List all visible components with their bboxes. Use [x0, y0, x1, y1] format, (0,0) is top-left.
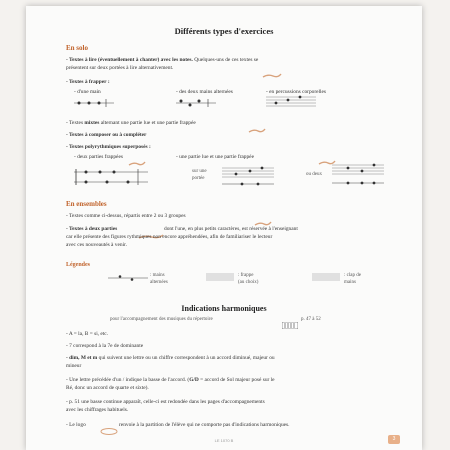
solo-item-1-text: présentent sur deux portées à lire alternativement.: [66, 65, 174, 71]
frap-option-3: - en percussions corporelles: [266, 89, 327, 95]
poly-option-2: - une partie lue et une partie frappée: [176, 154, 254, 160]
harmony-intro-text: pour l'accompagnement des musiques du répertoire: [110, 317, 213, 322]
ensemble-item-2-line2: car elle présente des figures rythmiques non encore appréhendées, afin de familiariser le lecteur: [66, 234, 273, 240]
poly-option-1: - deux parties frappées: [74, 154, 123, 160]
document-page: [26, 6, 422, 450]
poly-or-two: ou deux: [306, 172, 322, 177]
rhythm-staff-icon: [108, 274, 148, 282]
legend-alternating-hands: [150, 272, 168, 286]
section-heading-ensemble: En ensembles: [66, 200, 107, 208]
legend-1-label: : mains: [150, 273, 165, 278]
harmony-item-5: - p. 51 une basse continue apparaît, celle-ci est redondée dans les pages d'accompagnements: [66, 399, 265, 405]
rhythm-staff-icon: [74, 98, 114, 108]
legend-3-label: : clap de: [344, 273, 361, 278]
frap-option-1: - d'une main: [74, 89, 101, 95]
ensemble-item-2-bold: - Textes à deux parties: [66, 226, 118, 232]
score-logo-icon: [248, 121, 266, 139]
ensemble-item-2: [66, 226, 117, 233]
harmony-item-4-c: = accord de Sol majeur posé sur le: [198, 377, 275, 383]
footer-reference: LE 1070 B: [214, 438, 234, 443]
harmony-item-3-rest: qui suivent une lettre ou un chiffre correspondent à un accord diminué, majeur ou: [97, 355, 275, 361]
harmony-item-3-line2: mineur: [66, 363, 82, 369]
legend-3-sublabel: mains: [344, 280, 356, 285]
harmony-intro: [110, 317, 213, 322]
poly-label-1: sur une: [192, 169, 207, 174]
legend-2-sublabel: (au choix): [238, 280, 259, 285]
harmony-item-3: [66, 355, 275, 362]
ensemble-item-2-rest: dont l'une, en plus petits caractères, est réservée à l'enseignant: [164, 226, 298, 232]
harmony-item-2: - 7 correspond à la 7e de dominante: [66, 343, 144, 349]
harmony-item-4: [66, 377, 275, 384]
harmony-item-5-line2: avec les chiffrages habituels.: [66, 407, 129, 413]
legend-hand-clap: [344, 272, 361, 286]
book-icon: [282, 316, 298, 334]
harmony-intro-pages: p. 47 à 52: [301, 317, 321, 322]
rhythm-staff-icon: [332, 162, 384, 188]
harmony-item-4-line2: Ré, donc un accord de quarte et sixte).: [66, 385, 149, 391]
rhythm-staff-icon: [222, 164, 274, 188]
solo-item-3-bold: mixtes: [84, 120, 100, 126]
poly-label-2: portée: [192, 176, 205, 181]
legend-1-sublabel: alternées: [150, 280, 168, 285]
solo-item-2: - Textes à frapper :: [66, 79, 110, 85]
legend-free-beat: [238, 272, 258, 286]
solo-item-1: [66, 57, 258, 64]
ensemble-item-2-line3: avec ces nouveautés à venir.: [66, 242, 127, 248]
harmony-item-3-bold: - dim, M et m: [66, 355, 98, 361]
poly-on-one-staff: [192, 168, 207, 182]
page-number-badge: 3: [388, 435, 400, 444]
solo-item-1-bold: - Textes à lire (éventuellement à chanter) avec les notes.: [66, 57, 193, 63]
harmony-item-1: - A = la, B = si, etc.: [66, 331, 109, 337]
legend-2-label: : frappe: [238, 273, 254, 278]
solo-item-4: - Textes à composer ou à compléter: [66, 132, 147, 138]
rhythm-staff-icon: [74, 166, 148, 188]
section-heading-legend: Légendes: [66, 262, 90, 268]
harmony-item-6: [66, 422, 86, 429]
solo-item-5: - Textes polyrythmiques superposés :: [66, 144, 151, 150]
solo-item-3: [66, 120, 196, 127]
score-logo-icon: [262, 66, 282, 84]
rhythm-staff-icon: [266, 95, 316, 109]
harmony-item-6-rest: renvoie à la partition de l'élève qui ne comporte pas d'indications harmoniques.: [119, 422, 290, 428]
solo-item-1-rest: Quelques-uns de ces textes se: [192, 57, 259, 63]
section-heading-solo: En solo: [66, 44, 88, 52]
frap-option-2: - des deux mains alternées: [176, 89, 233, 95]
harmony-item-4-bold: G/D: [189, 377, 199, 383]
solo-item-1-line2: [66, 65, 173, 72]
solo-item-3-c: alternant une partie lue et une partie frappée: [99, 120, 196, 126]
rhythm-staff-icon: [176, 98, 216, 108]
solo-item-3-a: - Textes: [66, 120, 85, 126]
page-title: Différents types d'exercices: [174, 26, 274, 36]
rhythm-staff-icon: [206, 272, 234, 282]
harmony-title: Indications harmoniques: [181, 304, 267, 313]
harmony-item-4-a: - Une lettre précédée d'un / indique la basse de l'accord. (: [66, 377, 190, 383]
harmony-item-6-a: - Le logo: [66, 422, 86, 428]
ensemble-item-1: - Textes comme ci-dessus, répartis entre 2 ou 3 groupes: [66, 213, 186, 219]
rhythm-staff-icon: [312, 272, 340, 282]
